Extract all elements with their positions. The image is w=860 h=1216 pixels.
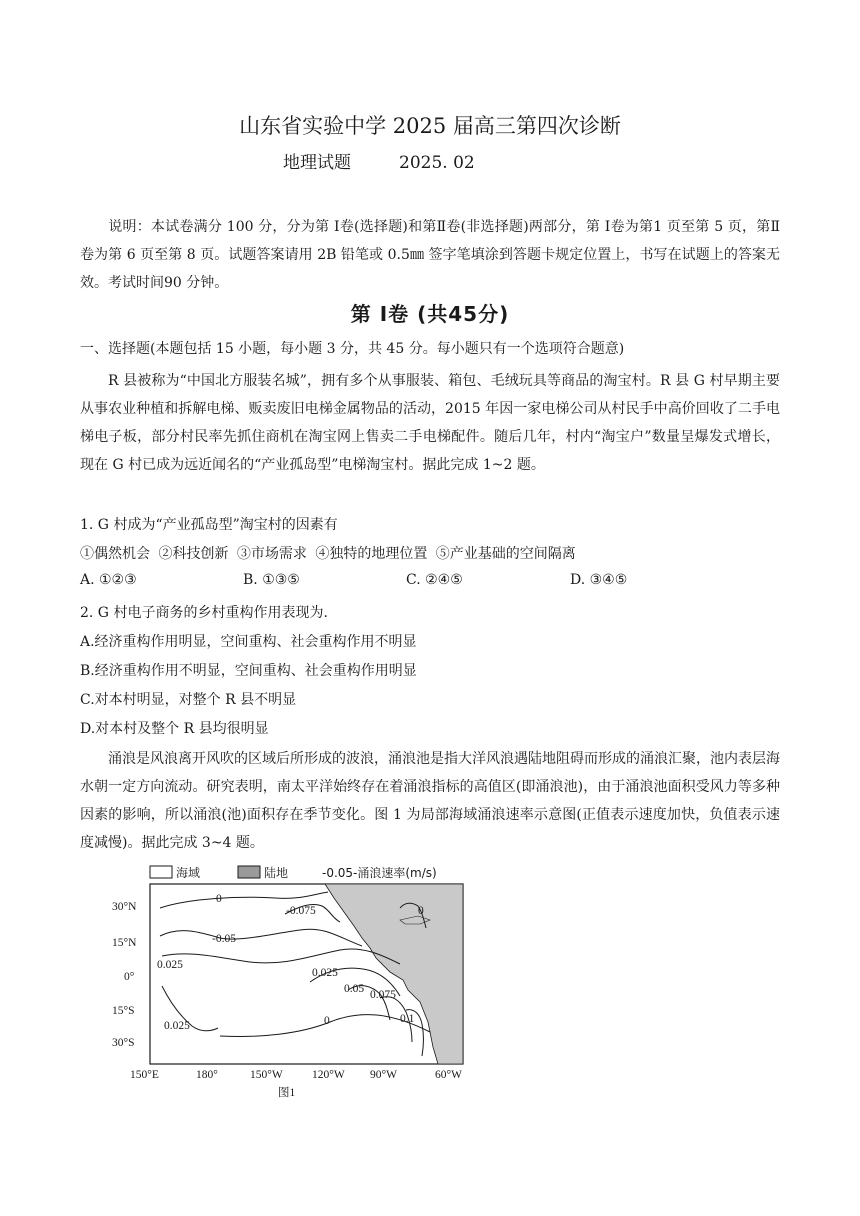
lon-label: 120°W	[312, 1069, 345, 1081]
instructions-text: 说明：本试卷满分 100 分，分为第 Ⅰ卷(选择题)和第Ⅱ卷(非选择题)两部分，第 Ⅰ卷为第1 页至第 5 页，第Ⅱ卷为第 6 页至第 8 页。试题答案请用 2B 铅笔或 0.5㎜ 签字笔填涂到答题卡规定位置上，书写在试题上的答案无效。考试时间90 分钟。	[80, 219, 780, 291]
isoline-label: 0	[216, 893, 222, 905]
q1-option-b: B. ①③⑤	[243, 572, 300, 588]
isoline-label: 0	[324, 1015, 330, 1027]
passage-2-text: 涌浪是风浪离开风吹的区域后所形成的波浪，涌浪池是指大洋风浪遇陆地阻碍而形成的涌浪汇聚，池内表层海水朝一定方向流动。研究表明，南太平洋始终存在着涌浪指标的高值区(即涌浪池)，由于涌浪池面积受风力等多种因素的影响，所以涌浪(池)面积存在季节变化。图 1 为局部海域涌浪速率示意图(正值表示速度加快，负值表示速度减慢)。据此完成 3~4 题。	[80, 751, 780, 851]
q1-factors: ①偶然机会 ②科技创新 ③市场需求 ④独特的地理位置 ⑤产业基础的空间隔离	[80, 546, 576, 562]
map-svg	[100, 862, 480, 1102]
isoline-label: 0	[418, 905, 424, 917]
lon-label: 150°W	[250, 1069, 283, 1081]
part-heading: 一、选择题(本题包括 15 小题，每小题 3 分，共 45 分。每小题只有一个选项符合题意)	[80, 341, 625, 357]
exam-date: 2025. 02	[399, 153, 475, 173]
lat-label: 15°N	[112, 937, 137, 949]
instructions-block	[80, 213, 780, 297]
isoline-label: 0.025	[157, 959, 183, 971]
q2-option-c: C.对本村明显，对整个 R 县不明显	[80, 692, 297, 708]
isoline-label: 0.05	[344, 983, 365, 995]
isoline-label: -0.05	[212, 933, 236, 945]
section-title: 第 Ⅰ卷 (共45分)	[350, 302, 510, 326]
legend-sea-label: 海域	[176, 866, 201, 880]
lon-label: 150°E	[130, 1069, 159, 1081]
legend-isoline-label: -0.05-涌浪速率(m/s)	[322, 866, 437, 880]
lat-label: 30°N	[112, 901, 137, 913]
isoline-label: 0.025	[164, 1020, 190, 1032]
swell-speed-map	[100, 862, 480, 1102]
lat-label: 15°S	[112, 1005, 135, 1017]
isoline-label: 0.025	[312, 967, 338, 979]
legend-land-label: 陆地	[264, 866, 289, 880]
q2-option-a: A.经济重构作用明显，空间重构、社会重构作用不明显	[80, 634, 417, 650]
passage-2	[80, 745, 780, 857]
q1-option-a: A. ①②③	[80, 572, 137, 588]
lon-label: 180°	[196, 1069, 218, 1081]
subject-label: 地理试题	[283, 153, 351, 173]
lon-label: 60°W	[435, 1069, 462, 1081]
legend-sea-swatch	[150, 866, 172, 878]
lat-label: 0°	[124, 971, 135, 983]
figure-caption: 图1	[278, 1087, 296, 1099]
q2-option-d: D.对本村及整个 R 县均很明显	[80, 721, 269, 737]
q1-option-d: D. ③④⑤	[570, 572, 628, 588]
isoline-label: 0.1	[400, 1013, 415, 1025]
exam-title: 山东省实验中学 2025 届高三第四次诊断	[239, 114, 621, 138]
lon-label: 90°W	[370, 1069, 397, 1081]
q2-stem: 2. G 村电子商务的乡村重构作用表现为.	[80, 605, 328, 621]
legend-land-swatch	[238, 866, 260, 878]
lat-label: 30°S	[112, 1037, 135, 1049]
q1-option-c: C. ②④⑤	[406, 572, 463, 588]
isoline-label: -0.075	[286, 905, 316, 917]
q2-option-b: B.经济重构作用不明显，空间重构、社会重构作用明显	[80, 663, 417, 679]
q1-stem: 1. G 村成为“产业孤岛型”淘宝村的因素有	[80, 517, 338, 533]
passage-1-text: R 县被称为“中国北方服装名城”，拥有多个从事服装、箱包、毛绒玩具等商品的淘宝村。R 县 G 村早期主要从事农业种植和拆解电梯、贩卖废旧电梯金属物品的活动，2015 年因一家电梯公司从村民手中高价回收了二手电梯电子板，部分村民率先抓住商机在淘宝网上售卖二手电梯配件。随后几年，村内“淘宝户”数量呈爆发式增长，现在 G 村已成为远近闻名的“产业孤岛型”电梯淘宝村。据此完成 1~2 题。	[80, 373, 780, 473]
passage-1	[80, 367, 780, 479]
isoline-label: 0.075	[370, 989, 396, 1001]
exam-subtitle	[283, 148, 475, 173]
